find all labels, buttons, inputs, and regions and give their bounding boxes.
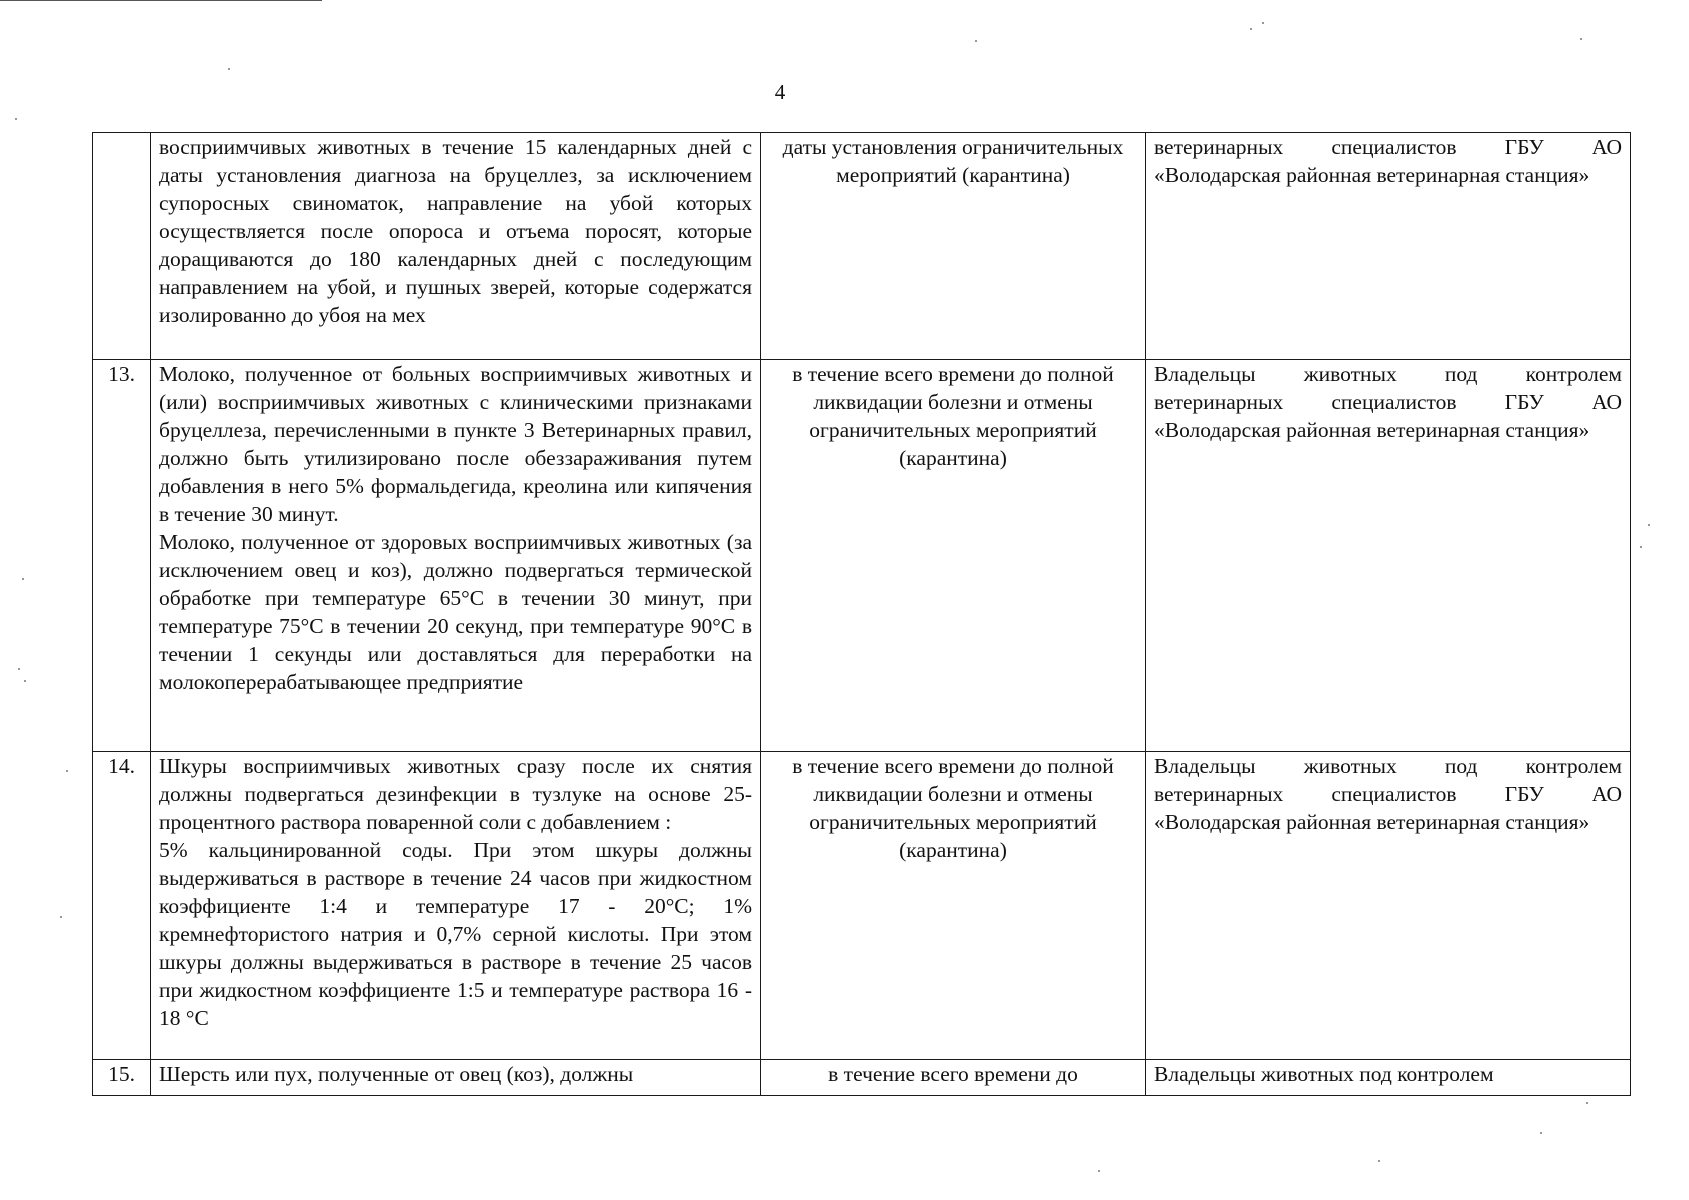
measure-responsible: [1146, 1060, 1631, 1096]
responsible-text: Владельцы животных под контролем ветеринарных специалистов ГБУ АО «Володарская районная ветеринарная станция»: [1154, 754, 1622, 834]
description-paragraph: восприимчивых животных в течение 15 календарных дней с даты установления диагноза на бруцеллез, за исключением супоросных свиноматок, направление на убой которых осуществляется после опороса и отъема поросят, которые доращиваются до 180 календарных дней с последующим направлением на убой, и пушных зверей, которые содержатся изолированно до убоя на мех: [159, 135, 752, 327]
scan-speck: [1586, 1102, 1588, 1104]
scan-speck: [975, 40, 977, 42]
period-text: даты установления ограничительных мероприятий (карантина): [782, 135, 1124, 187]
measure-responsible: [1146, 360, 1631, 752]
period-text: в течение всего времени до полной ликвидации болезни и отмены ограничительных мероприятий (карантина): [792, 362, 1114, 470]
period-text: в течение всего времени до полной ликвидации болезни и отмены ограничительных мероприятий (карантина): [792, 754, 1114, 862]
responsible-text: ветеринарных специалистов ГБУ АО «Володарская районная ветеринарная станция»: [1154, 135, 1622, 187]
scan-speck: [1098, 1170, 1100, 1172]
scan-speck: [60, 916, 62, 918]
scan-speck: [15, 118, 17, 120]
description-paragraph: Шерсть или пух, полученные от овец (коз), должны: [159, 1062, 634, 1086]
scan-speck: [1250, 28, 1252, 30]
measure-period: [761, 752, 1146, 1060]
period-text: в течение всего времени до: [828, 1062, 1078, 1086]
scan-speck: [1580, 38, 1582, 40]
measures-table: [92, 132, 1631, 1096]
measure-description: [151, 752, 761, 1060]
row-number: 14.: [93, 752, 151, 1060]
description-paragraph: Молоко, полученное от больных восприимчивых животных и (или) восприимчивых животных с клиническими признаками бруцеллеза, перечисленными в пункте 3 Ветеринарных правил, должно быть утилизировано после обеззараживания путем добавления в него 5% формальдегида, креолина или кипячения в течение 30 минут.: [159, 362, 752, 526]
measure-description: [151, 360, 761, 752]
scan-speck: [1378, 1160, 1380, 1162]
table-row: [93, 1060, 1631, 1096]
responsible-text: Владельцы животных под контролем: [1154, 1062, 1494, 1086]
row-number: 13.: [93, 360, 151, 752]
measure-period: [761, 360, 1146, 752]
top-rule: [0, 0, 322, 1]
measure-description: [151, 1060, 761, 1096]
responsible-text: Владельцы животных под контролем ветеринарных специалистов ГБУ АО «Володарская районная ветеринарная станция»: [1154, 362, 1622, 442]
table-row: [93, 133, 1631, 360]
scan-speck: [1262, 22, 1264, 24]
description-paragraph: Шкуры восприимчивых животных сразу после их снятия должны подвергаться дезинфекции в тузлуке на основе 25-процентного раствора поваренной соли с добавлением :: [159, 754, 752, 834]
scan-speck: [24, 680, 26, 682]
description-paragraph: 5% кальцинированной соды. При этом шкуры должны выдерживаться в растворе в течение 24 часов при жидкостном коэффициенте 1:4 и температуре 17 - 20°С; 1% кремнефтористого натрия и 0,7% серной кислоты. При этом шкуры должны выдерживаться в растворе в течение 25 часов при жидкостном коэффициенте 1:5 и температуре раствора 16 - 18 °С: [159, 838, 752, 1030]
page-number: 4: [774, 80, 786, 104]
scan-speck: [1540, 1132, 1542, 1134]
scan-speck: [1640, 546, 1642, 548]
measure-responsible: [1146, 133, 1631, 360]
measure-description: [151, 133, 761, 360]
scan-speck: [1648, 524, 1650, 526]
measure-period: [761, 1060, 1146, 1096]
table-row: [93, 752, 1631, 1060]
row-number: 15.: [93, 1060, 151, 1096]
row-number: [93, 133, 151, 360]
scan-speck: [228, 68, 230, 70]
scan-speck: [66, 770, 68, 772]
measure-responsible: [1146, 752, 1631, 1060]
table-row: [93, 360, 1631, 752]
measure-period: [761, 133, 1146, 360]
scan-speck: [18, 668, 20, 670]
description-paragraph: Молоко, полученное от здоровых восприимчивых животных (за исключением овец и коз), должно подвергаться термической обработке при температуре 65°С в течении 30 минут, при температуре 75°С в течении 20 секунд, при температуре 90°С в течении 1 секунды или доставляться для переработки на молокоперерабатывающее предприятие: [159, 530, 752, 694]
scan-speck: [22, 578, 24, 580]
